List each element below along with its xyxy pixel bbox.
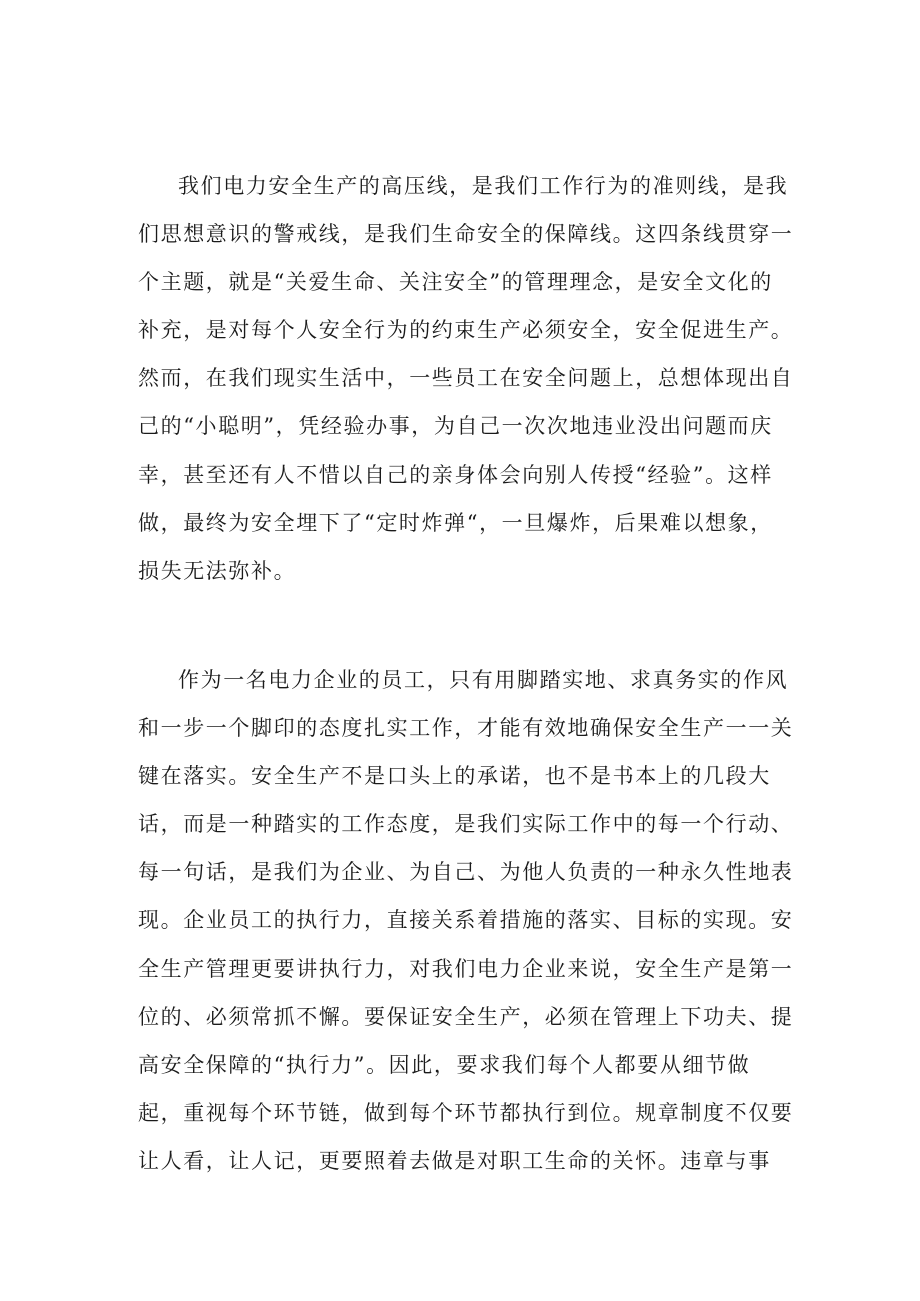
paragraph-line: 高安全保障的“执行力”。因此，要求我们每个人都要从细节做 [138,1052,751,1077]
paragraph-line: 做，最终为安全埋下了“定时炸弹“，一旦爆炸，后果难以想象， [138,510,773,535]
paragraph-line: 个主题，就是“关爱生命、关注安全”的管理理念，是安全文化的 [138,270,773,295]
paragraph-line: 和一步一个脚印的态度扎实工作，才能有效地确保安全生产一一关 [138,716,794,741]
paragraph-line: 己的“小聪明”，凭经验办事，为自己一次次地违业没出问题而庆 [138,414,773,439]
paragraph-line: 损失无法弥补。 [138,558,297,583]
paragraph-line: 全生产管理更要讲执行力，对我们电力企业来说，安全生产是第一 [138,956,794,981]
paragraph-line: 幸，甚至还有人不惜以自己的亲身体会向别人传授“经验”。这样 [138,462,773,487]
paragraph-line: 让人看，让人记，更要照着去做是对职工生命的关怀。违章与事 [138,1148,771,1173]
paragraph-line: 起，重视每个环节链，做到每个环节都执行到位。规章制度不仅要 [138,1100,794,1125]
paragraph-line: 现。企业员工的执行力，直接关系着措施的落实、目标的实现。安 [138,908,794,933]
paragraph-line: 然而，在我们现实生活中，一些员工在安全问题上，总想体现出自 [138,366,794,391]
paragraph-line: 话，而是一种踏实的工作态度，是我们实际工作中的每一个行动、 [138,812,794,837]
paragraph-1 [138,162,794,595]
paragraph-line: 键在落实。安全生产不是口头上的承诺，也不是书本上的几段大 [138,764,771,789]
paragraph-line: 作为一名电力企业的员工，只有用脚踏实地、求真务实的作风 [178,668,789,692]
paragraph-line: 们思想意识的警戒线，是我们生命安全的保障线。这四条线贯穿一 [138,222,794,247]
paragraph-2 [138,656,794,1185]
paragraph-line: 补充，是对每个人安全行为的约束生产必须安全，安全促进生产。 [138,318,794,343]
paragraph-line: 位的、必须常抓不懈。要保证安全生产，必须在管理上下功夫、提 [138,1004,794,1029]
paragraph-line: 每一句话，是我们为企业、为自己、为他人负责的一种永久性地表 [138,860,794,885]
paragraph-line: 我们电力安全生产的高压线，是我们工作行为的准则线，是我 [178,174,789,198]
